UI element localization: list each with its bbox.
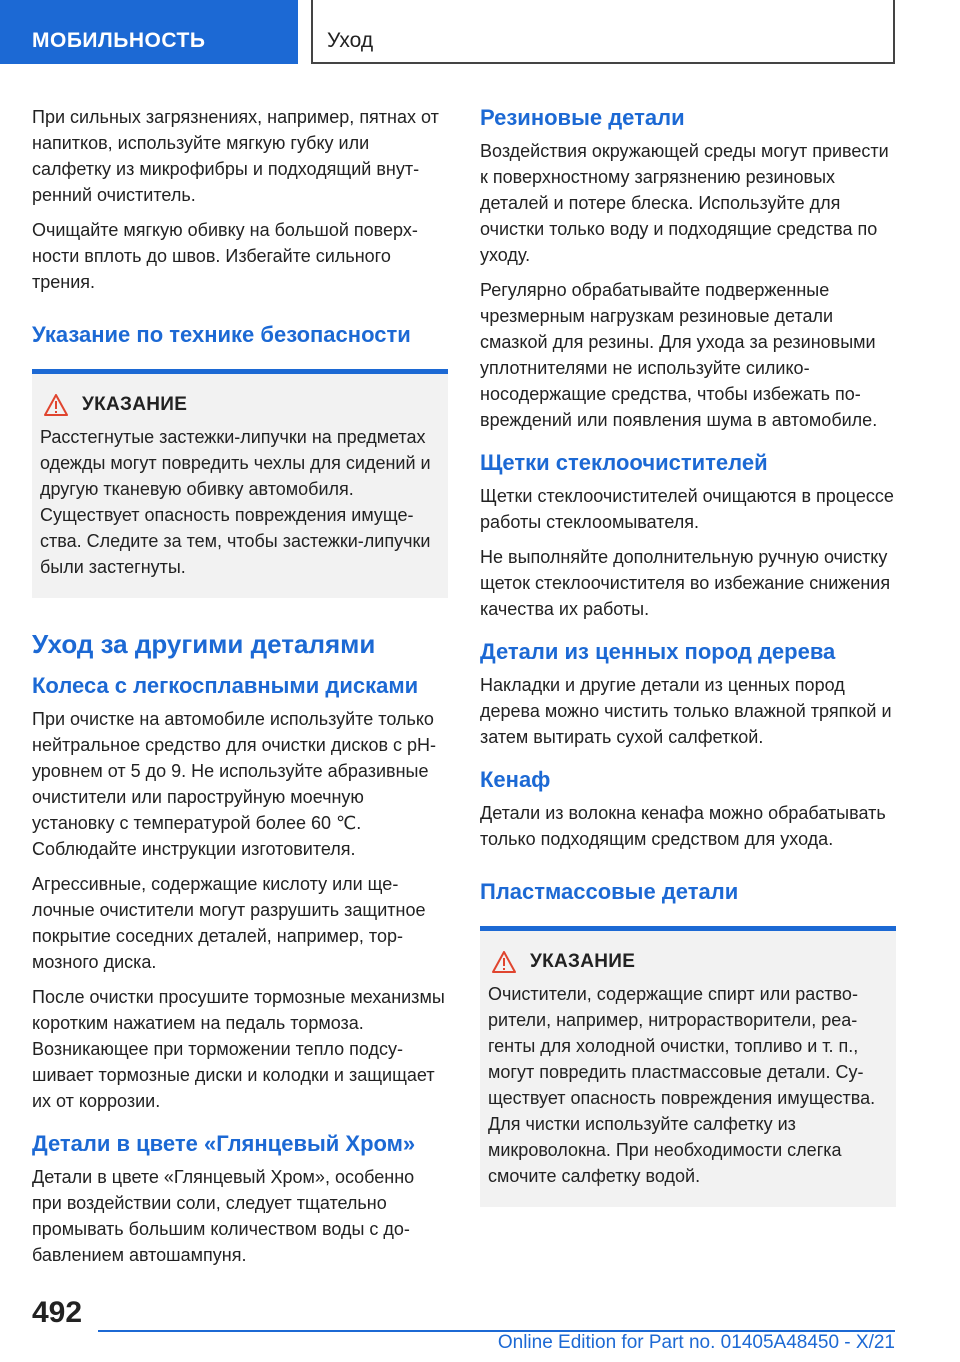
paragraph-intro: При сильных загрязнениях, например, пятнах от напитков, используйте мягкую губку или салфетку из микрофибры и подходящий внутренний очиститель. [32, 107, 439, 205]
header-page-title: Уход [311, 0, 895, 64]
callout-title: УКАЗАНИЕ [530, 951, 636, 972]
heading-rubber: Резиновые детали [480, 105, 685, 130]
paragraph-wheels-2: Агрессивные, содержащие кислоту или щелочные очистители могут разрушить защитное покрытие соседних деталей, например, тормозного диска. [32, 874, 426, 972]
paragraph-wheels-1: При очистке на автомобиле используйте только нейтральное средство для очистки дисков с pH-уровнем от 5 до 9. Не используйте абразивные очистители или пароструйную моечную установку с температурой более 60 ℃. Соблюдайте инструкции изготовителя. [32, 709, 437, 859]
warning-icon [44, 394, 68, 416]
paragraph-wheels-3: После очистки просушите тормозные механизмы коротким нажатием на педаль тормоза. Возникающее при торможении тепло подсушивает тормозные диски и колодки и защищает их от коррозии. [32, 987, 445, 1111]
warning-icon [492, 951, 516, 973]
paragraph-wipers-2: Не выполняйте дополнительную ручную очистку щеток стеклоочистителя во избежание снижения качества их работы. [480, 547, 891, 619]
paragraph-wipers-1: Щетки стеклоочистителей очищаются в процессе работы стеклоомывателя. [480, 486, 894, 532]
paragraph-chrome: Детали в цвете «Глянцевый Хром», особенно при воздействии соли, следует тщательно промывать большим количеством воды с добавлением автошампуня. [32, 1167, 415, 1265]
heading-other-parts: Уход за другими деталями [32, 629, 376, 659]
heading-safety: Указание по технике безопасности [32, 322, 411, 347]
paragraph-wood: Накладки и другие детали из ценных пород дерева можно чистить только влажной тряпкой и затем вытирать сухой салфеткой. [480, 675, 892, 747]
heading-wipers: Щетки стеклоочистителей [480, 450, 768, 475]
right-column [480, 104, 896, 1207]
page-number: 492 [32, 1296, 83, 1329]
callout-notice-2 [480, 926, 896, 1207]
paragraph-rubber-1: Воздействия окружающей среды могут привести к поверхностному загрязнению резиновых деталей и потере блеска. Используйте для очистки только воду и подходящие средства по уходу. [480, 141, 889, 265]
callout-body: Расстегнутые застежки-липучки на предметах одежды могут повредить чехлы для сидений и другую тканевую обивку автомобиля. Существует опасность повреждения имущества. Следите за тем, чтобы застежки-липучки были застегнуты. [40, 427, 431, 577]
footer-edition: Online Edition for Part no. 01405A48450 - X/21 [497, 1332, 895, 1353]
paragraph-rubber-2: Регулярно обрабатывайте подверженные чрезмерным нагрузкам резиновые детали смазкой для резины. Для ухода за резиновыми уплотнителями не используйте силиконосодержащие средства, чтобы избежать повреждений или появления шума в автомобиле. [480, 280, 878, 430]
heading-chrome: Детали в цвете «Глянцевый Хром» [32, 1131, 416, 1156]
callout-notice-1 [32, 369, 448, 598]
paragraph-kenaf: Детали из волокна кенафа можно обрабатывать только подходящим средством для ухода. [480, 803, 886, 849]
heading-alloy-wheels: Колеса с легкосплавными дисками [32, 673, 419, 698]
callout-title: УКАЗАНИЕ [82, 394, 188, 415]
left-column [32, 104, 448, 1277]
heading-plastic: Пластмассовые детали [480, 879, 739, 904]
paragraph-upholstery: Очищайте мягкую обивку на большой поверхности вплоть до швов. Избегайте сильного трения. [32, 220, 418, 292]
heading-wood: Детали из ценных пород дерева [480, 639, 836, 664]
callout-body: Очистители, содержащие спирт или растворители, например, нитрорастворители, реагенты для холодной очистки, топливо и т. п., могут повредить пластмассовые детали. Существует опасность повреждения имущества. Для чистки используйте салфетку из микроволокна. При необходимости слегка смочите салфетку водой. [488, 984, 876, 1186]
heading-kenaf: Кенаф [480, 767, 551, 792]
header-section-tab: МОБИЛЬНОСТЬ [0, 0, 298, 64]
